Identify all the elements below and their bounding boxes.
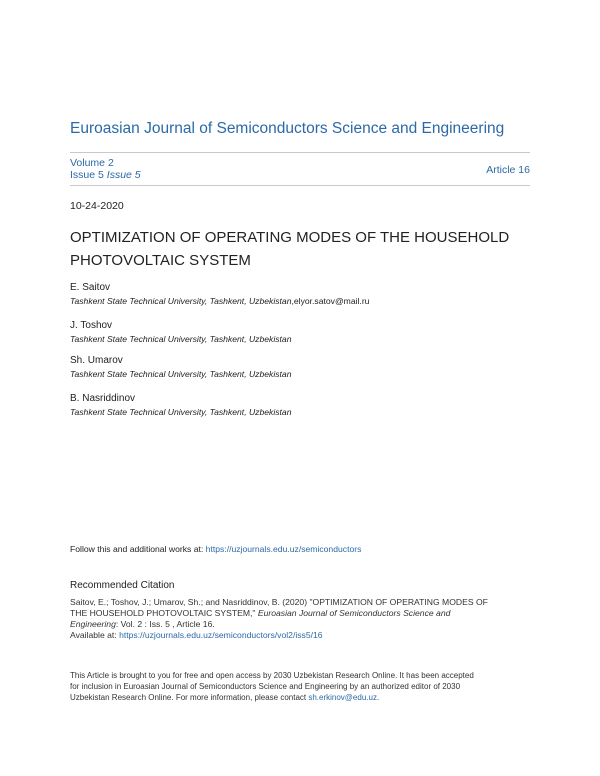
available-label: Available at: bbox=[70, 630, 120, 640]
author-name: E. Saitov bbox=[70, 282, 111, 293]
article-link[interactable]: Article 16 bbox=[486, 164, 530, 176]
follow-text: Follow this and additional works at: bbox=[70, 544, 206, 554]
author-affiliation: Tashkent State Technical University, Tashkent, Uzbekistan bbox=[70, 406, 292, 417]
author-1: E. Saitov Tashkent State Technical University, Tashkent, Uzbekistan,elyor.satov@mail.ru bbox=[70, 282, 370, 306]
citation-line-1: Saitov, E.; Toshov, J.; Umarov, Sh.; and Nasriddinov, B. (2020) "OPTIMIZATION OF OPERATING MODES OF bbox=[70, 597, 488, 607]
footer-line-1: This Article is brought to you for free and open access by 2030 Uzbekistan Research Online. It has been accepted bbox=[70, 671, 474, 680]
footer-line-2: for inclusion in Euroasian Journal of Semiconductors Science and Engineering by an authorized editor of 2030 bbox=[70, 682, 461, 691]
volume-issue-block bbox=[70, 157, 141, 181]
issue-line bbox=[70, 169, 141, 181]
author-affiliation: Tashkent State Technical University, Tashkent, Uzbekistan bbox=[70, 368, 292, 379]
article-title-line-1: OPTIMIZATION OF OPERATING MODES OF THE HOUSEHOLD bbox=[70, 229, 510, 246]
footer-contact-text: Uzbekistan Research Online. For more information, please contact bbox=[70, 693, 309, 702]
author-name: B. Nasriddinov bbox=[70, 393, 136, 404]
volume-link[interactable]: Volume 2 bbox=[70, 157, 114, 169]
author-4 bbox=[70, 393, 291, 418]
citation-journal-end: Engineering bbox=[70, 619, 116, 629]
citation-line-2 bbox=[70, 608, 530, 619]
author-3 bbox=[70, 355, 291, 380]
footer-line-3 bbox=[70, 692, 530, 703]
publication-date: 10-24-2020 bbox=[70, 200, 124, 212]
recommended-citation-heading: Recommended Citation bbox=[70, 580, 175, 591]
footer-period: . bbox=[376, 693, 380, 702]
citation-journal: Euroasian Journal of Semiconductors Science and bbox=[257, 608, 451, 618]
article-title bbox=[70, 226, 530, 272]
citation-title-end: THE HOUSEHOLD PHOTOVOLTAIC SYSTEM," bbox=[70, 608, 258, 618]
footer-notice bbox=[70, 670, 530, 703]
author-name: J. Toshov bbox=[70, 320, 113, 331]
issue-link[interactable]: Issue 5 bbox=[70, 169, 104, 181]
citation-volume: : Vol. 2 : Iss. 5 , Article 16. bbox=[115, 619, 215, 629]
divider-top bbox=[70, 152, 530, 153]
citation-url-link[interactable]: https://uzjournals.edu.uz/semiconductors/vol2/iss5/16 bbox=[119, 630, 323, 640]
follow-url-link[interactable]: https://uzjournals.edu.uz/semiconductors bbox=[205, 544, 362, 554]
author-name: Sh. Umarov bbox=[70, 355, 123, 366]
author-affiliation: Tashkent State Technical University, Tashkent, Uzbekistan bbox=[70, 333, 292, 344]
author-affiliation: Tashkent State Technical University, Tashkent, Uzbekistan bbox=[70, 295, 292, 306]
contact-email-link[interactable]: sh.erkinov@edu.uz bbox=[308, 693, 377, 702]
follow-line bbox=[70, 544, 361, 554]
recommended-citation-body bbox=[70, 597, 530, 641]
journal-title[interactable]: Euroasian Journal of Semiconductors Science and Engineering bbox=[70, 120, 505, 137]
issue-link-italic[interactable]: Issue 5 bbox=[106, 169, 141, 181]
article-title-line-2: PHOTOVOLTAIC SYSTEM bbox=[70, 252, 251, 269]
author-2 bbox=[70, 320, 291, 345]
author-email[interactable]: elyor.satov@mail.ru bbox=[293, 295, 370, 306]
citation-line-3 bbox=[70, 619, 530, 630]
citation-available bbox=[70, 630, 530, 641]
divider-bottom bbox=[70, 185, 530, 186]
